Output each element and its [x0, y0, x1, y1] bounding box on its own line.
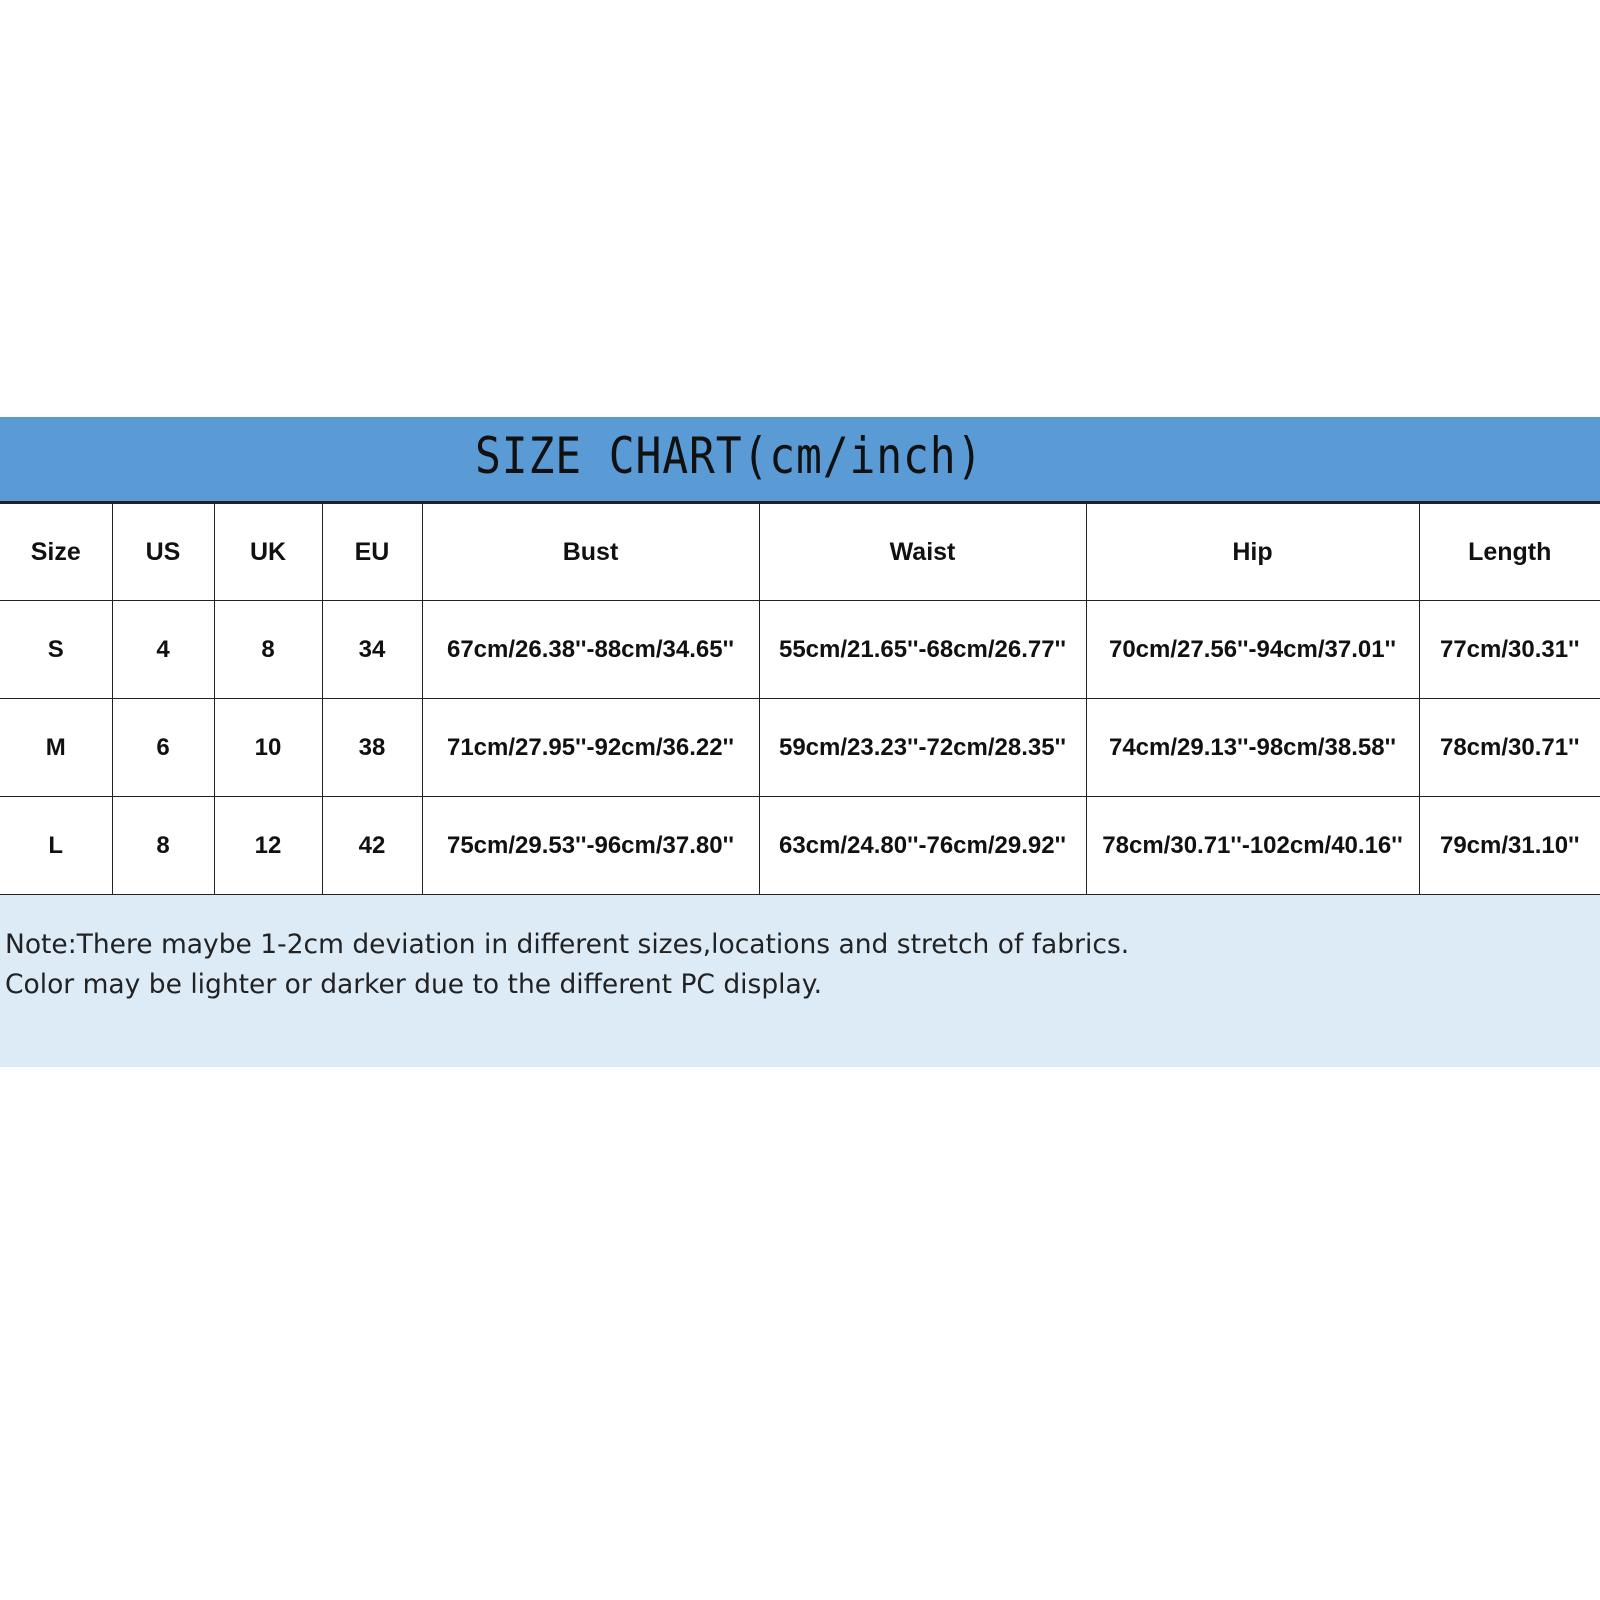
cell-hip: 74cm/29.13''-98cm/38.58'': [1086, 699, 1419, 797]
cell-bust: 71cm/27.95''-92cm/36.22'': [422, 699, 759, 797]
cell-eu: 38: [322, 699, 422, 797]
cell-hip: 78cm/30.71''-102cm/40.16'': [1086, 797, 1419, 895]
cell-waist: 63cm/24.80''-76cm/29.92'': [759, 797, 1086, 895]
cell-eu: 34: [322, 601, 422, 699]
cell-bust: 67cm/26.38''-88cm/34.65'': [422, 601, 759, 699]
table-row: [0, 601, 1600, 699]
column-header-eu: EU: [322, 504, 422, 601]
cell-size: S: [0, 601, 112, 699]
cell-size: M: [0, 699, 112, 797]
column-header-uk: UK: [214, 504, 322, 601]
table-row: [0, 797, 1600, 895]
cell-waist: 55cm/21.65''-68cm/26.77'': [759, 601, 1086, 699]
cell-us: 4: [112, 601, 214, 699]
column-header-us: US: [112, 504, 214, 601]
cell-us: 8: [112, 797, 214, 895]
cell-length: 77cm/30.31'': [1419, 601, 1600, 699]
note-box: [0, 895, 1600, 1067]
header-row: [0, 504, 1600, 601]
cell-length: 78cm/30.71'': [1419, 699, 1600, 797]
note-line: Note:There maybe 1-2cm deviation in different sizes,locations and stretch of fabrics.: [5, 929, 1130, 960]
table-row: [0, 699, 1600, 797]
cell-bust: 75cm/29.53''-96cm/37.80'': [422, 797, 759, 895]
column-header-waist: Waist: [759, 504, 1086, 601]
cell-waist: 59cm/23.23''-72cm/28.35'': [759, 699, 1086, 797]
cell-hip: 70cm/27.56''-94cm/37.01'': [1086, 601, 1419, 699]
note-line: Color may be lighter or darker due to the different PC display.: [5, 969, 823, 1000]
cell-eu: 42: [322, 797, 422, 895]
cell-uk: 8: [214, 601, 322, 699]
column-header-size: Size: [0, 504, 112, 601]
cell-length: 79cm/31.10'': [1419, 797, 1600, 895]
cell-us: 6: [112, 699, 214, 797]
chart-title: SIZE CHART(cm/inch): [475, 427, 984, 485]
size-table: [0, 503, 1600, 895]
cell-uk: 10: [214, 699, 322, 797]
cell-uk: 12: [214, 797, 322, 895]
size-chart: [0, 417, 1600, 1067]
column-header-length: Length: [1419, 504, 1600, 601]
title-bar: [0, 417, 1600, 503]
column-header-bust: Bust: [422, 504, 759, 601]
column-header-hip: Hip: [1086, 504, 1419, 601]
note-text: [5, 925, 1129, 1005]
cell-size: L: [0, 797, 112, 895]
